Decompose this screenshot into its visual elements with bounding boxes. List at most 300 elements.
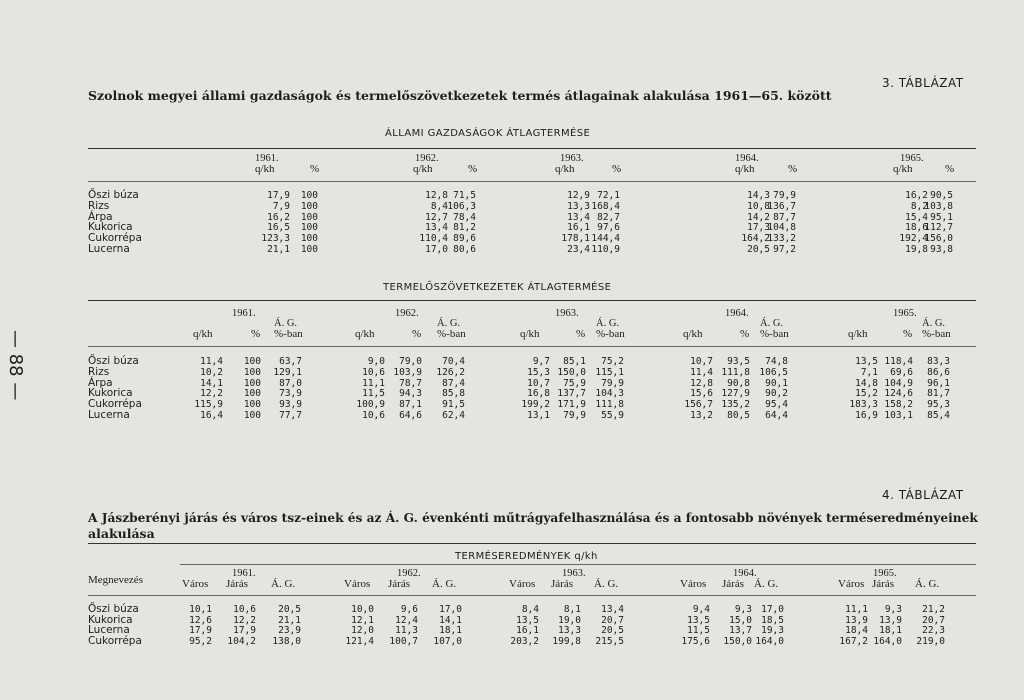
- table-cell: 64,4: [765, 410, 788, 421]
- table-cell: 13,4: [601, 604, 624, 615]
- table-cell: 14,1: [439, 614, 462, 626]
- table-cell: 19,0: [558, 614, 581, 626]
- table-cell: 107,0: [433, 635, 462, 647]
- table-cell: 11,3: [395, 625, 418, 637]
- table-cell: 199,8: [552, 635, 581, 647]
- table-cell: 118,4: [884, 356, 913, 367]
- coop-section-heading: TERMELŐSZÖVETKEZETEK ÁTLAGTERMÉSE: [383, 282, 612, 293]
- table-cell: 81,2: [453, 222, 476, 234]
- table-cell: 100,7: [389, 635, 418, 647]
- table-cell: 111,8: [721, 366, 750, 378]
- table-cell: 12,6: [189, 614, 212, 626]
- table-cell: 168,4: [591, 200, 620, 212]
- table-cell: 16,8: [527, 388, 550, 400]
- unit-header: q/kh: [413, 163, 433, 175]
- table-cell: 110,9: [591, 244, 620, 255]
- table-cell: 13,5: [516, 614, 539, 626]
- table-cell: 100: [243, 388, 261, 400]
- table-cell: 78,7: [399, 377, 422, 389]
- table-cell: 95,1: [930, 211, 953, 223]
- table-cell: 15,3: [527, 366, 550, 378]
- table-cell: 9,3: [734, 604, 752, 615]
- sub-header: Járás: [722, 578, 744, 590]
- table-cell: 64,6: [399, 410, 422, 421]
- year-header: 1964.: [725, 308, 749, 319]
- percent-ban-header: %-ban: [274, 328, 303, 340]
- table-cell: 79,0: [399, 356, 422, 367]
- sub-header: Város: [344, 578, 371, 590]
- row-label: Árpa: [88, 210, 113, 223]
- table-cell: 19,8: [905, 244, 928, 255]
- table-cell: 12,2: [233, 614, 256, 626]
- table-cell: 164,0: [755, 635, 784, 647]
- table-cell: 156,0: [924, 233, 953, 245]
- table-cell: 79,9: [601, 377, 624, 389]
- year-header: 1965.: [873, 568, 897, 579]
- sub-header: Á. G.: [754, 578, 779, 590]
- year-header: 1965.: [900, 153, 924, 164]
- table-cell: 10,1: [189, 604, 212, 615]
- table-cell: 10,0: [351, 604, 374, 615]
- sub-header: Á. G.: [271, 578, 296, 590]
- name-column-header: Megnevezés: [88, 574, 143, 586]
- ag-header: Á. G.: [274, 318, 298, 329]
- table-cell: 203,2: [510, 635, 539, 647]
- year-header: 1962.: [395, 308, 419, 319]
- table-cell: 81,7: [927, 388, 950, 400]
- table-cell: 16,1: [516, 625, 539, 637]
- table-cell: 219,0: [916, 635, 945, 647]
- table-cell: 12,1: [351, 614, 374, 626]
- table-cell: 100: [243, 377, 261, 389]
- table-cell: 175,6: [681, 635, 710, 647]
- table-cell: 104,9: [884, 377, 913, 389]
- table-cell: 9,4: [692, 604, 710, 615]
- table-cell: 78,4: [453, 211, 476, 223]
- table-cell: 90,1: [765, 377, 788, 389]
- table-cell: 14,2: [747, 211, 770, 223]
- percent-header: %: [468, 163, 478, 175]
- sub-header: Á. G.: [432, 578, 457, 590]
- table-cell: 17,0: [425, 244, 448, 255]
- state-section-heading: ÁLLAMI GAZDASÁGOK ÁTLAGTERMÉSE: [385, 128, 591, 139]
- table-cell: 138,0: [272, 635, 301, 647]
- row-label: Kukorica: [88, 613, 133, 626]
- table-cell: 112,7: [924, 222, 953, 234]
- table-cell: 12,8: [690, 377, 713, 389]
- table-cell: 8,4: [521, 604, 539, 615]
- percent-ban-header: %-ban: [922, 328, 951, 340]
- table-cell: 91,5: [442, 399, 465, 411]
- table-cell: 90,5: [930, 190, 953, 201]
- table-cell: 16,4: [200, 410, 223, 421]
- row-label: Cukorrépa: [88, 634, 142, 647]
- table-cell: 100,9: [356, 399, 385, 411]
- table-cell: 192,4: [899, 233, 928, 245]
- table-cell: 18,5: [761, 614, 784, 626]
- table-cell: 95,4: [765, 399, 788, 411]
- table-cell: 9,3: [884, 604, 902, 615]
- table-cell: 8,2: [910, 200, 928, 212]
- table-cell: 11,4: [200, 356, 223, 367]
- unit-header: q/kh: [255, 163, 275, 175]
- percent-header: %: [612, 163, 622, 175]
- table-cell: 100: [300, 190, 318, 201]
- table-cell: 22,3: [922, 625, 945, 637]
- table-cell: 11,1: [362, 377, 385, 389]
- table-cell: 11,1: [845, 604, 868, 615]
- table-cell: 17,9: [267, 190, 290, 201]
- table-cell: 7,1: [860, 366, 878, 378]
- table-cell: 178,1: [561, 233, 590, 245]
- table-cell: 17,0: [761, 604, 784, 615]
- unit-header: q/kh: [355, 328, 375, 340]
- table-cell: 72,1: [597, 190, 620, 201]
- table3-label: 3. TÁBLÁZAT: [882, 76, 964, 90]
- year-header: 1961.: [232, 568, 256, 579]
- table-cell: 97,6: [597, 222, 620, 234]
- unit-header: q/kh: [193, 328, 213, 340]
- rule: [180, 564, 976, 565]
- sub-header: Á. G.: [915, 578, 940, 590]
- table-cell: 10,8: [747, 200, 770, 212]
- table-cell: 103,8: [924, 200, 953, 212]
- rule: [88, 300, 976, 301]
- row-label: Őszi búza: [88, 355, 139, 367]
- table-cell: 75,2: [601, 356, 624, 367]
- table-cell: 13,9: [845, 614, 868, 626]
- year-header: 1964.: [735, 153, 759, 164]
- table-cell: 16,2: [905, 190, 928, 201]
- table-cell: 71,5: [453, 190, 476, 201]
- table-cell: 93,9: [279, 399, 302, 411]
- table-cell: 77,7: [279, 410, 302, 421]
- table-cell: 164,2: [741, 233, 770, 245]
- percent-ban-header: %-ban: [760, 328, 789, 340]
- unit-header: q/kh: [893, 163, 913, 175]
- table-cell: 13,2: [690, 410, 713, 421]
- table-cell: 95,2: [189, 635, 212, 647]
- table-cell: 79,9: [773, 190, 796, 201]
- table-cell: 12,2: [200, 388, 223, 400]
- table-cell: 15,6: [690, 388, 713, 400]
- table-cell: 12,8: [425, 190, 448, 201]
- table-cell: 129,1: [273, 366, 302, 378]
- table-cell: 135,2: [721, 399, 750, 411]
- table-cell: 18,1: [879, 625, 902, 637]
- table-cell: 20,5: [278, 604, 301, 615]
- table-cell: 62,4: [442, 410, 465, 421]
- percent-ban-header: %-ban: [596, 328, 625, 340]
- percent-ban-header: %-ban: [437, 328, 466, 340]
- table-cell: 106,3: [447, 200, 476, 212]
- table-cell: 94,3: [399, 388, 422, 400]
- table4-heading: TERMÉSEREDMÉNYEK q/kh: [455, 551, 598, 562]
- sub-header: Á. G.: [594, 578, 619, 590]
- table-cell: 150,0: [557, 366, 586, 378]
- table-cell: 110,4: [419, 233, 448, 245]
- table-cell: 9,6: [400, 604, 418, 615]
- sub-header: Járás: [551, 578, 573, 590]
- table-cell: 93,5: [727, 356, 750, 367]
- table-cell: 12,4: [395, 614, 418, 626]
- table-cell: 137,7: [557, 388, 586, 400]
- percent-header: %: [412, 328, 422, 340]
- table-cell: 20,7: [922, 614, 945, 626]
- unit-header: q/kh: [555, 163, 575, 175]
- table-cell: 75,9: [563, 377, 586, 389]
- percent-header: %: [740, 328, 750, 340]
- table-cell: 100: [300, 200, 318, 212]
- table-cell: 121,4: [345, 635, 374, 647]
- table-cell: 17,0: [439, 604, 462, 615]
- ag-header: Á. G.: [437, 318, 461, 329]
- table-cell: 100: [300, 244, 318, 255]
- table-cell: 8,1: [563, 604, 581, 615]
- table-cell: 15,4: [905, 211, 928, 223]
- table-cell: 8,4: [430, 200, 448, 212]
- table-cell: 18,6: [905, 222, 928, 234]
- table-cell: 13,3: [567, 200, 590, 212]
- table-cell: 11,5: [687, 625, 710, 637]
- table-cell: 18,4: [845, 625, 868, 637]
- row-label: Kukorica: [88, 221, 133, 234]
- table4-title-line1: A Jászberényi járás és város tsz-einek és az Á. G. évenkénti műtrágyafelhasználása és a fontosabb növények terméseredményeinek: [88, 511, 978, 525]
- table-cell: 21,2: [922, 604, 945, 615]
- table-cell: 11,5: [362, 388, 385, 400]
- table-cell: 13,4: [425, 222, 448, 234]
- table-cell: 17,3: [747, 222, 770, 234]
- row-label: Rizs: [88, 199, 110, 212]
- table-cell: 104,2: [227, 635, 256, 647]
- year-header: 1962.: [415, 153, 439, 164]
- percent-header: %: [903, 328, 913, 340]
- table-cell: 115,9: [194, 399, 223, 411]
- table-cell: 55,9: [601, 410, 624, 421]
- table-cell: 14,3: [747, 190, 770, 201]
- ag-header: Á. G.: [760, 318, 784, 329]
- table-cell: 167,2: [839, 635, 868, 647]
- table-cell: 124,6: [884, 388, 913, 400]
- table-cell: 150,0: [723, 635, 752, 647]
- table-cell: 21,1: [267, 244, 290, 255]
- ag-header: Á. G.: [596, 318, 620, 329]
- year-header: 1961.: [255, 153, 279, 164]
- percent-header: %: [788, 163, 798, 175]
- table-cell: 123,3: [261, 233, 290, 245]
- table-cell: 93,8: [930, 244, 953, 255]
- table-cell: 74,8: [765, 356, 788, 367]
- table-cell: 11,4: [690, 366, 713, 378]
- table-cell: 215,5: [595, 635, 624, 647]
- table-cell: 12,0: [351, 625, 374, 637]
- table-cell: 23,4: [567, 244, 590, 255]
- table-cell: 13,5: [687, 614, 710, 626]
- table-cell: 15,2: [855, 388, 878, 400]
- row-label: Rizs: [88, 365, 110, 378]
- table-cell: 136,7: [767, 200, 796, 212]
- table4-title-line2: alakulása: [88, 526, 155, 541]
- table-cell: 15,0: [729, 614, 752, 626]
- table-cell: 87,1: [399, 399, 422, 411]
- row-label: Cukorrépa: [88, 398, 142, 411]
- table-cell: 12,7: [425, 211, 448, 223]
- unit-header: q/kh: [683, 328, 703, 340]
- unit-header: q/kh: [848, 328, 868, 340]
- sub-header: Járás: [872, 578, 894, 590]
- row-label: Lucerna: [88, 624, 130, 637]
- table-cell: 23,9: [278, 625, 301, 637]
- unit-header: q/kh: [520, 328, 540, 340]
- rule: [88, 595, 976, 596]
- table-cell: 100: [300, 222, 318, 234]
- table-cell: 10,7: [527, 377, 550, 389]
- rule: [88, 181, 976, 182]
- table-cell: 103,1: [884, 410, 913, 421]
- table-cell: 83,3: [927, 356, 950, 367]
- table-cell: 90,8: [727, 377, 750, 389]
- table-cell: 100: [300, 211, 318, 223]
- table-cell: 73,9: [279, 388, 302, 400]
- row-label: Árpa: [88, 376, 113, 389]
- table-cell: 21,1: [278, 614, 301, 626]
- table-cell: 13,5: [855, 356, 878, 367]
- table-cell: 16,9: [855, 410, 878, 421]
- table-cell: 97,2: [773, 244, 796, 255]
- table-cell: 85,4: [927, 410, 950, 421]
- table-cell: 14,8: [855, 377, 878, 389]
- table-cell: 156,7: [684, 399, 713, 411]
- percent-header: %: [576, 328, 586, 340]
- table-cell: 7,9: [272, 200, 290, 212]
- row-label: Cukorrépa: [88, 232, 142, 245]
- table-cell: 199,2: [521, 399, 550, 411]
- table-cell: 18,1: [439, 625, 462, 637]
- row-label: Kukorica: [88, 387, 133, 400]
- table-cell: 90,2: [765, 388, 788, 400]
- table-cell: 9,0: [367, 356, 385, 367]
- table-cell: 183,3: [849, 399, 878, 411]
- row-label: Lucerna: [88, 243, 130, 255]
- rule: [88, 148, 976, 149]
- row-label: Őszi búza: [88, 189, 139, 201]
- table-cell: 16,2: [267, 211, 290, 223]
- table-cell: 96,1: [927, 377, 950, 389]
- ag-header: Á. G.: [922, 318, 946, 329]
- year-header: 1965.: [893, 308, 917, 319]
- table-cell: 10,6: [362, 366, 385, 378]
- table-cell: 80,5: [727, 410, 750, 421]
- table-cell: 82,7: [597, 211, 620, 223]
- table-cell: 13,1: [527, 410, 550, 421]
- table-cell: 69,6: [890, 366, 913, 378]
- percent-header: %: [945, 163, 955, 175]
- table-cell: 103,9: [393, 366, 422, 378]
- table4-label: 4. TÁBLÁZAT: [882, 488, 964, 502]
- sub-header: Város: [182, 578, 209, 590]
- table-cell: 126,2: [436, 366, 465, 378]
- table-cell: 104,8: [767, 222, 796, 234]
- table-cell: 171,9: [557, 399, 586, 411]
- table-cell: 164,0: [873, 635, 902, 647]
- table-cell: 133,2: [767, 233, 796, 245]
- table-cell: 89,6: [453, 233, 476, 245]
- table-cell: 63,7: [279, 356, 302, 367]
- table-cell: 17,9: [233, 625, 256, 637]
- percent-header: %: [310, 163, 320, 175]
- table-cell: 95,3: [927, 399, 950, 411]
- table-cell: 17,9: [189, 625, 212, 637]
- table-cell: 100: [243, 410, 261, 421]
- table-cell: 87,0: [279, 377, 302, 389]
- year-header: 1963.: [560, 153, 584, 164]
- page-number: — 88 —: [5, 330, 26, 401]
- table3-title: Szolnok megyei állami gazdaságok és termelőszövetkezetek termés átlagainak alakulása 1961—65. között: [88, 88, 832, 103]
- year-header: 1964.: [733, 568, 757, 579]
- year-header: 1962.: [397, 568, 421, 579]
- table-cell: 85,8: [442, 388, 465, 400]
- table-cell: 79,9: [563, 410, 586, 421]
- sub-header: Járás: [388, 578, 410, 590]
- row-label: Őszi búza: [88, 603, 139, 615]
- percent-header: %: [251, 328, 261, 340]
- row-label: Lucerna: [88, 409, 130, 421]
- table-cell: 20,5: [747, 244, 770, 255]
- table-cell: 87,4: [442, 377, 465, 389]
- table-cell: 13,9: [879, 614, 902, 626]
- year-header: 1963.: [555, 308, 579, 319]
- table-cell: 19,3: [761, 625, 784, 637]
- table-cell: 87,7: [773, 211, 796, 223]
- table-cell: 100: [300, 233, 318, 245]
- table-cell: 86,6: [927, 366, 950, 378]
- sub-header: Város: [680, 578, 707, 590]
- table-cell: 16,5: [267, 222, 290, 234]
- table-cell: 115,1: [595, 366, 624, 378]
- table-cell: 104,3: [595, 388, 624, 400]
- table-cell: 13,3: [558, 625, 581, 637]
- table-cell: 111,8: [595, 399, 624, 411]
- year-header: 1963.: [562, 568, 586, 579]
- table-cell: 9,7: [532, 356, 550, 367]
- sub-header: Járás: [226, 578, 248, 590]
- table-cell: 100: [243, 366, 261, 378]
- table-cell: 10,2: [200, 366, 223, 378]
- sub-header: Város: [838, 578, 865, 590]
- table-cell: 144,4: [591, 233, 620, 245]
- year-header: 1961.: [232, 308, 256, 319]
- unit-header: q/kh: [735, 163, 755, 175]
- table-cell: 13,4: [567, 211, 590, 223]
- table-cell: 16,1: [567, 222, 590, 234]
- table-cell: 20,5: [601, 625, 624, 637]
- table-cell: 10,7: [690, 356, 713, 367]
- table-cell: 10,6: [233, 604, 256, 615]
- table-cell: 80,6: [453, 244, 476, 255]
- rule: [88, 346, 976, 347]
- table-cell: 70,4: [442, 356, 465, 367]
- table-cell: 158,2: [884, 399, 913, 411]
- table-cell: 13,7: [729, 625, 752, 637]
- table-cell: 14,1: [200, 377, 223, 389]
- table-cell: 100: [243, 356, 261, 367]
- table-cell: 20,7: [601, 614, 624, 626]
- table-cell: 106,5: [759, 366, 788, 378]
- sub-header: Város: [509, 578, 536, 590]
- table-cell: 127,9: [721, 388, 750, 400]
- rule: [88, 543, 976, 544]
- table-cell: 10,6: [362, 410, 385, 421]
